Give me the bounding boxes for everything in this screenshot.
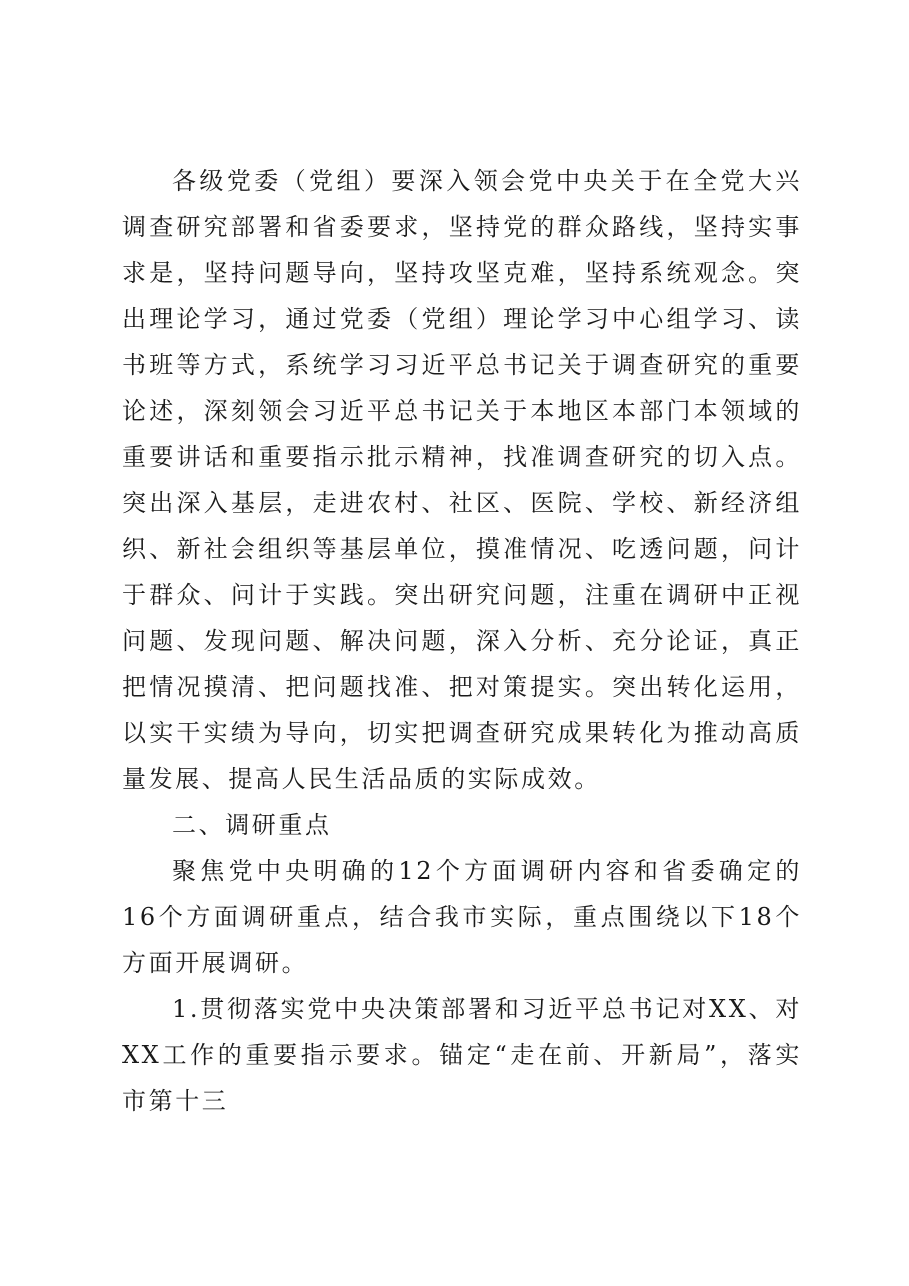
paragraph-item-1: 1.贯彻落实党中央决策部署和习近平总书记对XX、对XX工作的重要指示要求。锚定“走在前、开新局”，落实市第十三 (122, 995, 802, 1115)
document-body (122, 158, 802, 1124)
paragraph-intro: 各级党委（党组）要深入领会党中央关于在全党大兴调查研究部署和省委要求，坚持党的群众路线，坚持实事求是，坚持问题导向，坚持攻坚克难，坚持系统观念。突出理论学习，通过党委（党组）理论学习中心组学习、读书班等方式，系统学习习近平总书记关于调查研究的重要论述，深刻领会习近平总书记关于本地区本部门本领域的重要讲话和重要指示批示精神，找准调查研究的切入点。突出深入基层，走进农村、社区、医院、学校、新经济组织、新社会组织等基层单位，摸准情况、吃透问题，问计于群众、问计于实践。突出研究问题，注重在调研中正视问题、发现问题、解决问题，深入分析、充分论证，真正把情况摸清、把问题找准、把对策提实。突出转化运用，以实干实绩为导向，切实把调查研究成果转化为推动高质量发展、提高人民生活品质的实际成效。 (122, 167, 802, 793)
section-heading-research-focus: 二、调研重点 (172, 811, 332, 839)
paragraph-focus-summary: 聚焦党中央明确的12个方面调研内容和省委确定的16个方面调研重点，结合我市实际，重点围绕以下18个方面开展调研。 (122, 857, 802, 977)
